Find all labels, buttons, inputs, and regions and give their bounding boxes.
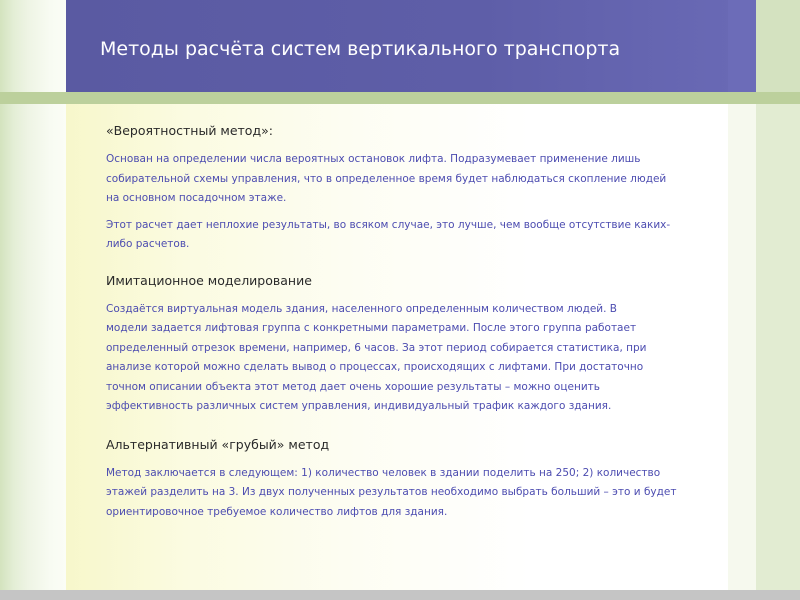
section-heading: Имитационное моделирование [106, 272, 312, 288]
title-bar-edge [728, 0, 756, 92]
section-paragraph: Создаётся виртуальная модель здания, населенного определенным количеством людей. В модели задается лифтовая группа с конкретными параметрами. После этого группа работает определенный отрезок времени, например, 6 часов. За этот период собирается статистика, при анализе которой можно сделать вывод о процессах, происходящих с лифтами. При достаточно точном описании объекта этот метод дает очень хорошие результаты – можно оценить эффективность различных систем управления, индивидуальный трафик каждого здания. [106, 302, 647, 412]
section-probabilistic-method [106, 122, 696, 255]
section-paragraph: Основан на определении числа вероятных остановок лифта. Подразумевает применение лишь собирательной схемы управления, что в определенное время будет наблюдаться скопление людей на основном посадочном этаже. [106, 153, 667, 204]
section-rough-method [106, 436, 696, 523]
section-simulation-modeling [106, 272, 696, 417]
left-margin-background [0, 0, 66, 600]
title-bar-right-margin [756, 0, 800, 92]
section-heading: Альтернативный «грубый» метод [106, 436, 330, 452]
slide-title: Методы расчёта систем вертикального транспорта [100, 38, 621, 60]
section-heading: «Вероятностный метод»: [106, 123, 273, 138]
bottom-bar [0, 590, 800, 600]
slide-body [106, 122, 696, 522]
section-paragraph: Этот расчет дает неплохие результаты, во всяком случае, это лучше, чем вообще отсутствие каких-либо расчетов. [106, 218, 671, 250]
section-paragraph: Метод заключается в следующем: 1) количество человек в здании поделить на 250; 2) количество этажей разделить на 3. Из двух полученных результатов необходимо выбрать больший – это и будет ориентировочное требуемое количество лифтов для здания. [106, 466, 677, 518]
divider-band [0, 92, 800, 104]
